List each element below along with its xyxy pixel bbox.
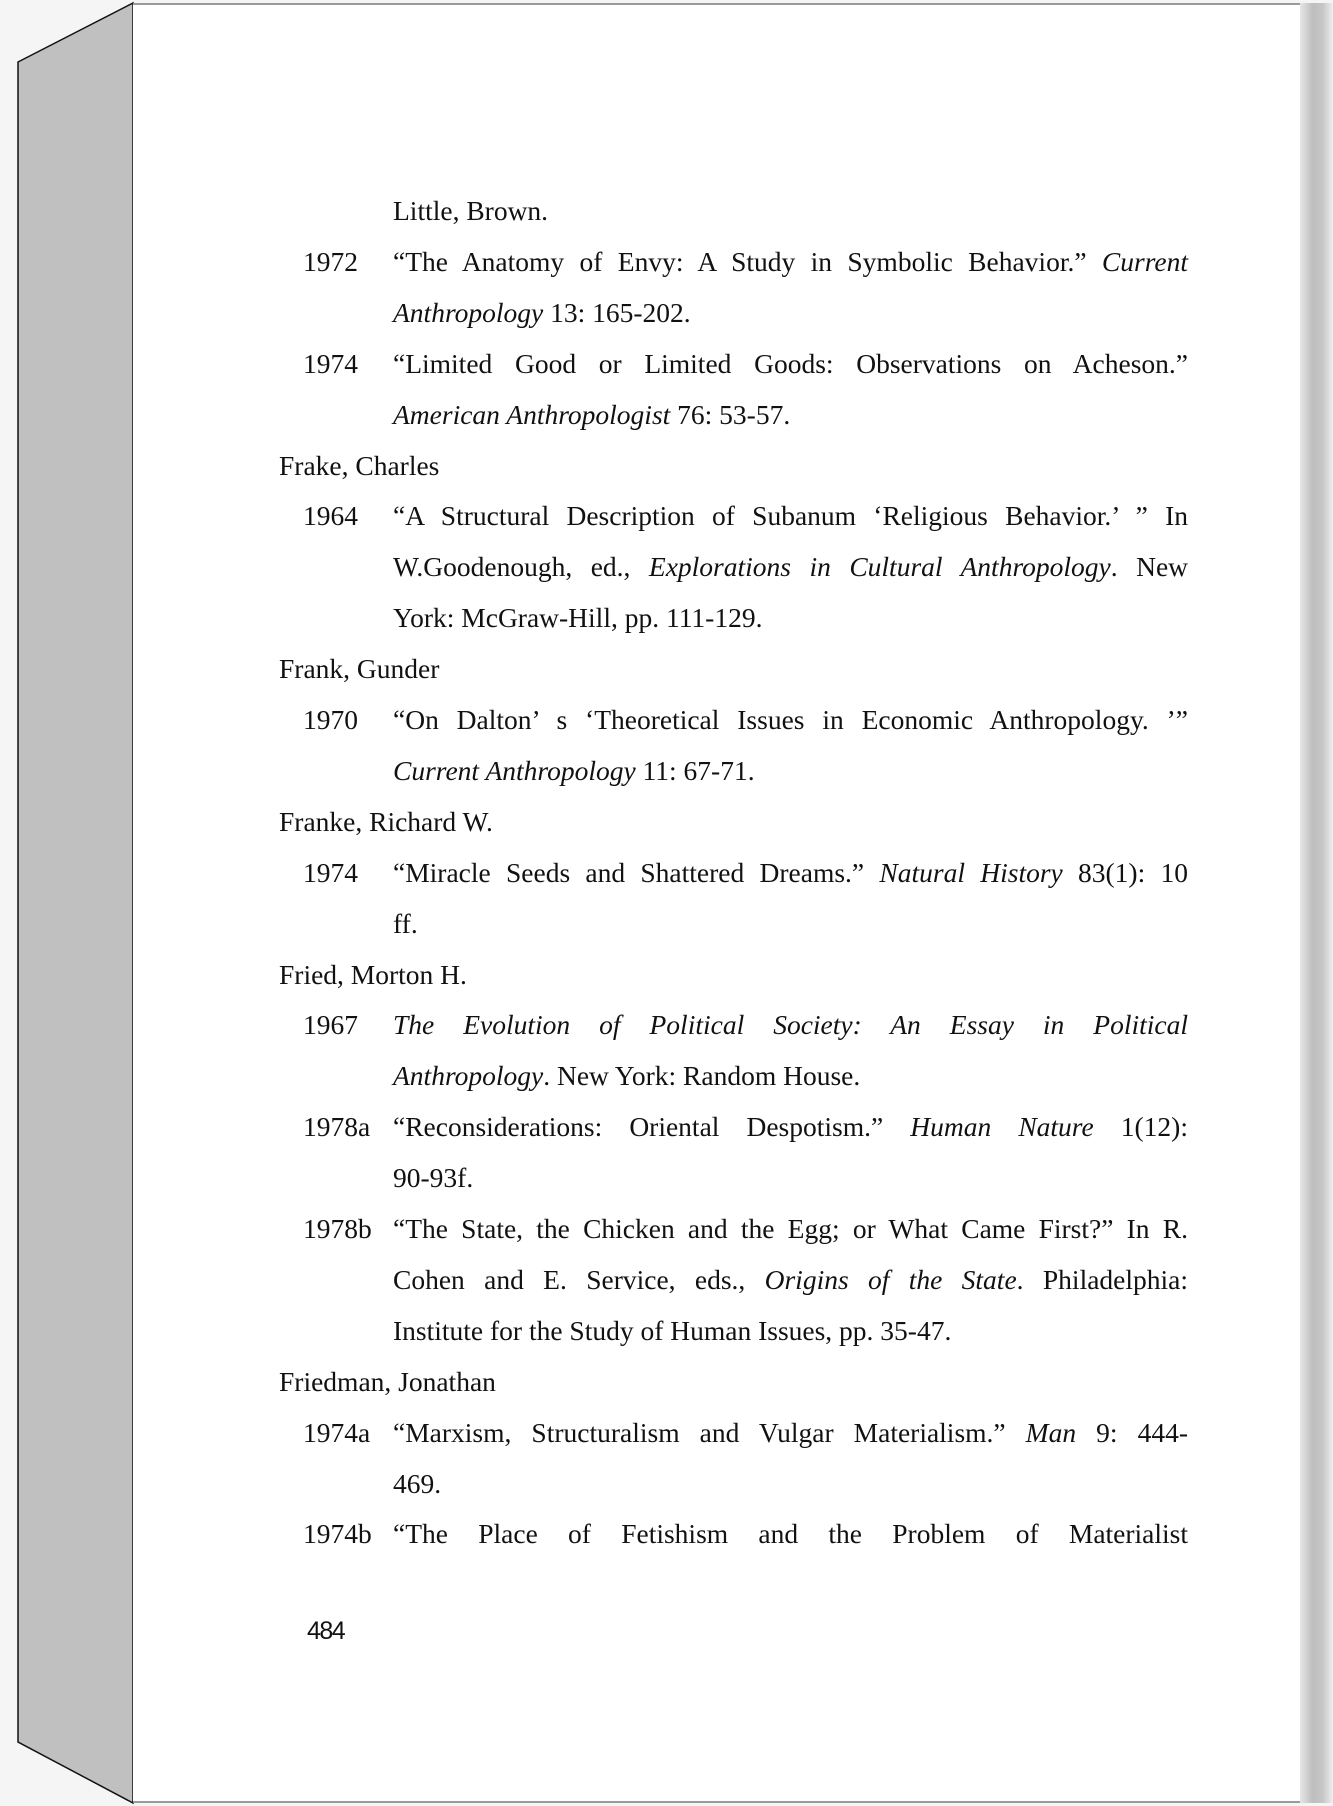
reference-year: 1978a [303,1111,371,1143]
italic-title: Current Anthropology [393,754,636,786]
text-segment: 76: 53-57. [670,398,791,430]
reference-year: 1974 [303,347,358,379]
reference-text [393,399,1188,431]
reference-line [303,195,1188,246]
reference-line [303,755,1188,806]
text-segment: Cohen and E. Service, eds., [393,1263,765,1295]
reference-year: 1970 [303,704,358,735]
reference-year: 1978b [303,1213,372,1244]
reference-text [279,1366,496,1398]
text-segment: Frank, Gunder [279,653,440,685]
text-segment: “The State, the Chicken and the Egg; or What Came First?” In R. [393,1213,1188,1244]
reference-text [279,806,493,838]
reference-line [303,348,1188,399]
reference-text [279,959,467,991]
text-segment: Friedman, Jonathan [279,1365,496,1397]
reference-line [303,908,1188,959]
italic-title: Anthropology [393,296,544,328]
reference-text [393,297,1188,329]
reference-year: 1967 [303,1009,358,1041]
italic-title: Human Nature [910,1111,1094,1143]
reference-text [393,1162,1188,1194]
reference-line [303,1417,1188,1468]
text-segment: 83(1): 10 [1062,856,1188,888]
reference-year: 1972 [303,245,358,277]
reference-text [393,1060,1188,1092]
italic-title: Origins of the State [764,1263,1017,1295]
reference-line [303,1009,1188,1060]
book-spine [0,0,140,1806]
reference-year: 1974 [303,856,358,888]
reference-line [303,1111,1188,1162]
reference-line [303,399,1188,450]
reference-text [393,1518,1188,1550]
reference-text [393,1417,1188,1449]
italic-title: The Evolution of Political Society: An Essay in Political [393,1009,1188,1041]
reference-text [393,908,1188,940]
text-segment: Franke, Richard W. [279,805,493,837]
text-segment: . New [1110,551,1189,583]
reference-line [303,602,1188,653]
text-segment: . Philadelphia: [1016,1263,1188,1295]
reference-text [393,755,1188,787]
reference-text [393,195,1188,227]
text-segment: “Miracle Seeds and Shattered Dreams.” [393,856,880,888]
text-segment: “The Anatomy of Envy: A Study in Symbolic Behavior.” [393,245,1102,277]
text-segment: 11: 67-71. [635,754,755,786]
text-segment: “On Dalton’ s ‘Theoretical Issues in Economic Anthropology. ’” [393,704,1188,735]
text-segment: ff. [393,907,418,939]
reference-line [303,1264,1188,1315]
text-segment: 9: 444- [1076,1416,1188,1448]
reference-text [393,1111,1188,1143]
reference-line [303,1518,1188,1569]
italic-title: Natural History [879,856,1063,888]
text-segment: Little, Brown. [393,195,549,226]
reference-line [303,1213,1188,1264]
text-segment: Frake, Charles [279,449,440,481]
text-segment: Institute for the Study of Human Issues, pp. 35-47. [393,1314,952,1346]
reference-line [303,1162,1188,1213]
reference-text [279,450,439,482]
reference-line [303,857,1188,908]
reference-text [393,348,1188,380]
reference-line [303,500,1188,551]
text-segment: 90-93f. [393,1162,474,1194]
reference-text [393,1264,1188,1296]
reference-text [393,551,1188,583]
reference-line [303,1315,1188,1366]
reference-text [393,857,1188,889]
reference-text [279,653,439,685]
reference-text [393,246,1188,278]
reference-text [393,1468,1188,1500]
page-number: 484 [307,1617,345,1645]
text-segment: “Limited Good or Limited Goods: Observations on Acheson.” [393,347,1188,379]
text-segment: . New York: Random House. [543,1060,861,1092]
text-segment: 1(12): [1093,1111,1188,1143]
italic-title: Man [1025,1416,1077,1448]
reference-text [393,1009,1188,1041]
text-segment: “Reconsiderations: Oriental Despotism.” [393,1111,911,1143]
text-segment: “The Place of Fetishism and the Problem of Materialist [393,1518,1188,1550]
text-segment: 469. [393,1467,442,1499]
reference-year: 1974b [303,1518,372,1550]
reference-year: 1974a [303,1416,371,1448]
text-segment: Fried, Morton H. [279,958,467,990]
reference-line [303,704,1188,755]
text-segment: “A Structural Description of Subanum ‘Religious Behavior.’ ” In [393,500,1188,532]
text-segment: W.Goodenough, ed., [393,551,649,583]
text-segment: York: McGraw-Hill, pp. 111-129. [393,602,763,634]
text-segment: “Marxism, Structuralism and Vulgar Materialism.” [393,1416,1026,1448]
reference-text [393,704,1188,736]
reference-year: 1964 [303,500,358,532]
reference-text [393,1315,1188,1347]
italic-title: Explorations in Cultural Anthropology [648,551,1111,583]
italic-title: Current [1101,245,1188,277]
reference-line [303,1060,1188,1111]
reference-text [393,500,1188,532]
reference-line [303,1468,1188,1519]
reference-line [303,551,1188,602]
text-segment: 13: 165-202. [543,296,691,328]
reference-text [393,602,1188,634]
reference-text [393,1213,1188,1245]
page-edge-shadow [1300,3,1333,1803]
italic-title: American Anthropologist [393,398,671,430]
reference-line [303,246,1188,297]
reference-line [303,297,1188,348]
italic-title: Anthropology [393,1060,544,1092]
